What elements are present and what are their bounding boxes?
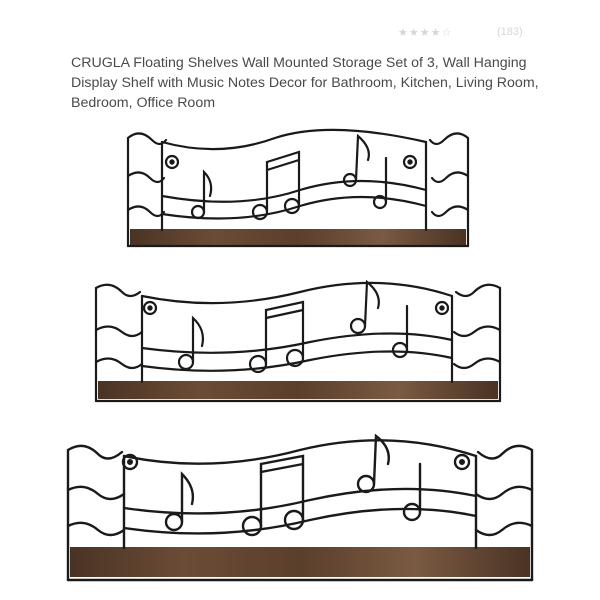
review-count[interactable]: (183) xyxy=(497,26,523,38)
shelf-small xyxy=(128,130,468,246)
shelf-large-board xyxy=(70,547,530,577)
product-image[interactable] xyxy=(0,110,600,600)
product-title[interactable]: CRUGLA Floating Shelves Wall Mounted Storage Set of 3, Wall Hanging Display Shelf with Music Notes Decor for Bathroom, Kitchen, Living Room, Bedroom, Office Room xyxy=(71,55,539,111)
star-rating[interactable]: ★★★★☆ xyxy=(398,27,453,39)
shelf-medium xyxy=(96,282,500,401)
shelf-small-board xyxy=(130,229,466,245)
cropped-rating-strip xyxy=(0,0,600,44)
shelf-large xyxy=(68,436,532,580)
shelf-medium-board xyxy=(98,381,498,399)
